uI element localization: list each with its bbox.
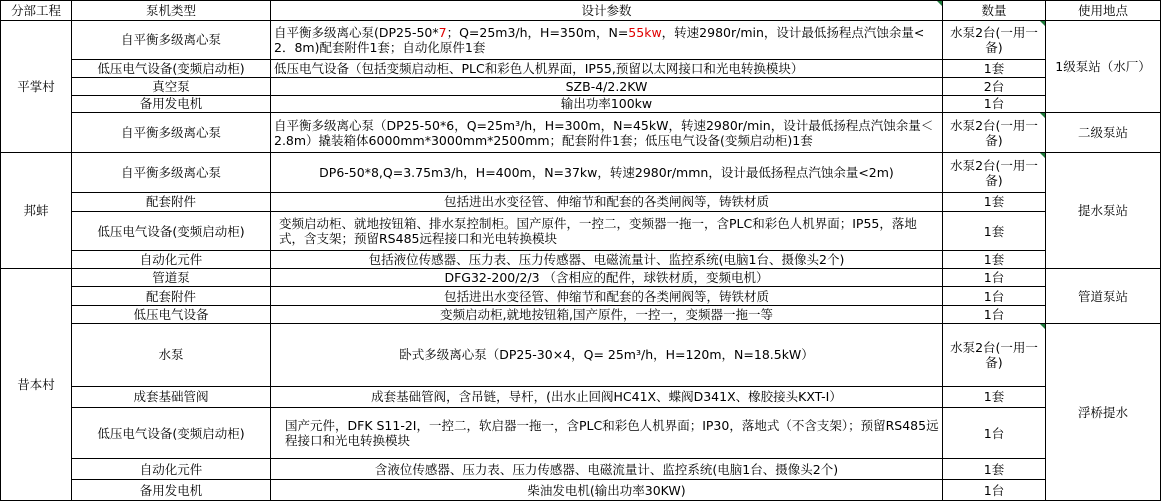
highlight-text: 7 [438,24,447,40]
pump-type-cell[interactable]: 水泵 [72,324,271,386]
header-location[interactable]: 使用地点 [1046,1,1161,21]
design-cell[interactable]: 包括液位传感器、压力表、压力传感器、电磁流量计、监控系统(电脑1台、摄像头2个) [271,251,943,268]
table-row [1,59,1161,78]
pump-type-cell[interactable]: 自平衡多级离心泵 [72,20,271,59]
pump-type-cell[interactable]: 管道泵 [72,268,271,287]
group-cell-pingzhang[interactable]: 平掌村 [1,20,72,153]
design-cell[interactable]: SZB-4/2.2KW [271,78,943,95]
table-row [1,459,1161,480]
qty-cell[interactable]: 1台 [943,268,1046,287]
design-cell[interactable]: 柴油发电机(输出功率30KW) [271,480,943,501]
design-cell[interactable]: 自平衡多级离心泵（DP25-50*6，Q=25m³/h，H=300m，N=45kW，转速2980r/min，设计最低扬程点汽蚀余量＜2.8m）撬装箱体6000mm*3000mm*2500mm；配套附件1套；低压电气设备(变频启动柜)1套 [271,113,943,153]
table-row [1,251,1161,268]
qty-cell[interactable]: 1套 [943,192,1046,212]
design-cell[interactable]: 输出功率100kw [271,95,943,112]
pump-type-cell[interactable]: 配套附件 [72,287,271,306]
pump-type-cell[interactable]: 低压电气设备(变频启动柜) [72,59,271,78]
header-pump-type[interactable]: 泵机类型 [72,1,271,21]
qty-cell[interactable]: 1台 [943,95,1046,112]
table-row [1,305,1161,324]
location-cell[interactable]: 二级泵站 [1046,113,1161,153]
group-cell-bangbeng[interactable]: 邦蚌 [1,153,72,268]
design-cell[interactable]: 包括进出水变径管、伸缩节和配套的各类闸阀等，铸铁材质 [271,192,943,212]
table-row [1,78,1161,95]
pump-type-cell[interactable]: 低压电气设备(变频启动柜) [72,212,271,251]
design-cell[interactable]: 变频启动柜、就地按钮箱、排水泵控制柜。国产原件，一控二，变频器一拖一，含PLC和彩色人机界面；IP55，落地式，含支架；预留RS485远程接口和光电转换模块 [271,212,943,251]
table-row [1,192,1161,212]
table-row [1,324,1161,386]
pump-type-cell[interactable]: 低压电气设备(变频启动柜) [72,408,271,459]
qty-cell[interactable]: 1台 [943,408,1046,459]
design-cell[interactable]: 低压电气设备（包括变频启动柜、PLC和彩色人机界面，IP55,预留以太网接口和光电转换模块） [271,59,943,78]
pump-type-cell[interactable]: 配套附件 [72,192,271,212]
design-text: 自平衡多级离心泵(DP25-50* [274,24,439,40]
design-cell[interactable] [271,20,943,59]
group-cell-xiben[interactable]: 昔本村 [1,268,72,500]
pump-type-cell[interactable]: 备用发电机 [72,480,271,501]
table-row [1,113,1161,153]
pump-type-cell[interactable]: 真空泵 [72,78,271,95]
pump-type-cell[interactable]: 备用发电机 [72,95,271,112]
header-qty[interactable]: 数量 [943,1,1046,21]
location-cell[interactable]: 管道泵站 [1046,268,1161,324]
qty-cell[interactable]: 1台 [943,287,1046,306]
qty-cell[interactable]: 1台 [943,305,1046,324]
qty-cell[interactable]: 1套 [943,59,1046,78]
design-cell[interactable]: 包括进出水变径管、伸缩节和配套的各类闸阀等，铸铁材质 [271,287,943,306]
qty-cell[interactable]: 1台 [943,480,1046,501]
header-project[interactable]: 分部工程 [1,1,72,21]
qty-cell[interactable]: 水泵2台(一用一备) [943,20,1046,59]
design-cell[interactable]: DFG32-200/2/3 （含相应的配件，球铁材质，变频电机） [271,268,943,287]
table-row [1,212,1161,251]
design-cell[interactable]: 变频启动柜,就地按钮箱,国产原件，一控一，变频器一拖一等 [271,305,943,324]
qty-cell[interactable]: 1套 [943,212,1046,251]
table-row [1,153,1161,192]
location-cell[interactable]: 1级泵站（水厂） [1046,20,1161,113]
table-row [1,95,1161,112]
qty-cell[interactable]: 2台 [943,78,1046,95]
header-design[interactable]: 设计参数 [271,1,943,21]
qty-cell[interactable]: 1套 [943,251,1046,268]
pump-type-cell[interactable]: 低压电气设备 [72,305,271,324]
table-row [1,20,1161,59]
qty-cell[interactable]: 水泵2台(一用一备) [943,113,1046,153]
pump-type-cell[interactable]: 自平衡多级离心泵 [72,153,271,192]
location-cell[interactable]: 提水泵站 [1046,153,1161,268]
design-cell[interactable]: 卧式多级离心泵（DP25-30×4，Q= 25m³/h，H=120m，N=18.5kW） [271,324,943,386]
table-row [1,386,1161,408]
design-cell[interactable]: 国产元件，DFK S11-2I，一控二，软启器一拖一，含PLC和彩色人机界面；IP30，落地式（不含支架）；预留RS485远程接口和光电转换模块 [271,408,943,459]
table-row [1,287,1161,306]
qty-cell[interactable]: 1套 [943,459,1046,480]
table-row [1,268,1161,287]
design-text: ，转速2980r/min，设计最低扬程点汽蚀余量<2．8m)配套附件1套；自动化原件1套 [274,24,925,55]
pump-type-cell[interactable]: 自动化元件 [72,459,271,480]
qty-cell[interactable]: 水泵2台(一用一备) [943,324,1046,386]
table-row [1,408,1161,459]
pump-type-cell[interactable]: 自动化元件 [72,251,271,268]
pump-type-cell[interactable]: 自平衡多级离心泵 [72,113,271,153]
header-row [1,1,1161,21]
design-text: ；Q=25m3/h，H=350m，N= [446,24,629,40]
design-cell[interactable]: 含液位传感器、压力表、压力传感器、电磁流量计、监控系统(电脑1台、摄像头2个) [271,459,943,480]
highlight-text: 55kw [628,24,662,40]
pump-type-cell[interactable]: 成套基础管阀 [72,386,271,408]
design-cell[interactable]: 成套基础管阀，含吊链，导杆，(出水止回阀HC41X、蝶阀D341X、橡胶接头KXT-I） [271,386,943,408]
qty-cell[interactable]: 水泵2台(一用一备) [943,153,1046,192]
qty-cell[interactable]: 1套 [943,386,1046,408]
location-cell[interactable]: 浮桥提水 [1046,324,1161,501]
table-row [1,480,1161,501]
design-cell[interactable]: DP6-50*8,Q=3.75m3/h，H=400m，N=37kw，转速2980r/mmn，设计最低扬程点汽蚀余量<2m) [271,153,943,192]
